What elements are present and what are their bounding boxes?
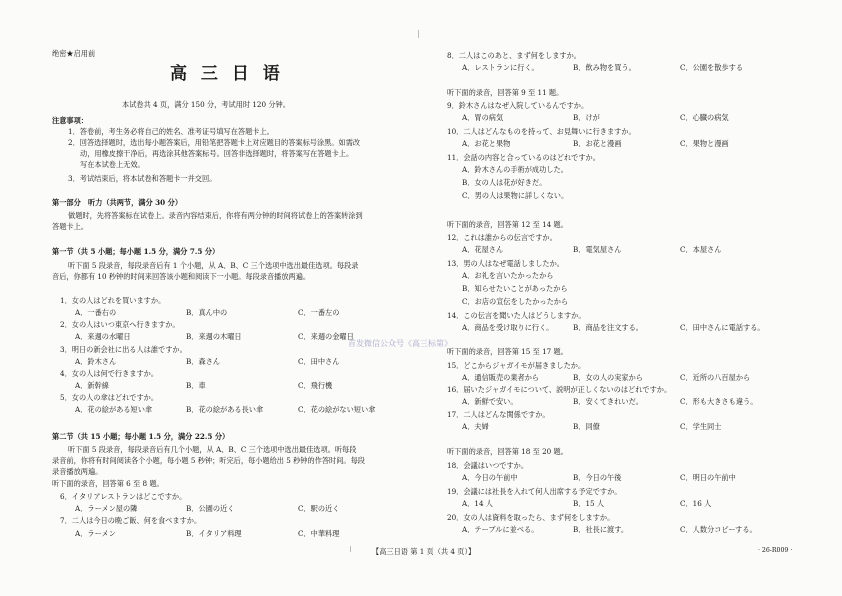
- option-b: B．森さん: [186, 357, 221, 366]
- option-a: A．新鮮で安い。: [462, 397, 518, 406]
- question-text: 18．会議はいつですか。: [447, 461, 529, 470]
- exam-code: · 26-R009 ·: [758, 547, 793, 554]
- option-c: C．男の人は果物に詳しくない。: [462, 191, 569, 200]
- option-a: A．鈴木さん: [75, 357, 117, 366]
- question-text: 9．鈴木さんはなぜ入院しているんですか。: [447, 101, 589, 110]
- page-footer: 【高三日语 第 1 页（共 4 页）】: [372, 547, 476, 556]
- part1-heading: 第一部分 听力（共两节，满分 30 分）: [52, 198, 183, 207]
- group-instruction: 听下面的录音，回答第 15 至 17 题。: [447, 347, 568, 356]
- option-b: B．女の人の実家から: [573, 373, 643, 382]
- option-a: A．ラーメン: [75, 529, 116, 538]
- option-c: C．16 人: [680, 499, 712, 508]
- exam-info: 本试卷共 4 页，满分 150 分，考试用时 120 分钟。: [122, 100, 290, 109]
- option-c: C．学生同士: [680, 422, 722, 431]
- watermark-text: 首发微信公众号《高三标第》: [348, 339, 452, 348]
- option-c: C．人数分コピーする。: [680, 525, 757, 534]
- option-c: C．中華料理: [298, 529, 340, 538]
- option-c: C．一番左の: [298, 308, 340, 317]
- question-text: 5．女の人の傘はどれですか。: [60, 393, 159, 402]
- question-text: 8．二人はこのあと、まず何をしますか。: [447, 51, 581, 60]
- group-instruction: 听下面的录音，回答第 6 至 8 题。: [52, 479, 164, 488]
- scan-mark: [418, 30, 419, 38]
- part1-desc: 做题时，先将答案标在试卷上。录音内容结束后，你将有两分钟的时间将试卷上的答案转涂到: [68, 211, 363, 220]
- option-a: A．お礼を言いたかったから: [462, 271, 554, 280]
- option-a: A．お花と果物: [462, 139, 511, 148]
- option-c: C．駅の近く: [298, 504, 340, 513]
- option-b: B．女の人は花が好きだ。: [462, 178, 547, 187]
- question-text: 10．二人はどんなものを持って、お見舞いに行きますか。: [447, 127, 636, 136]
- section2-desc: 录音播放两遍。: [52, 467, 103, 476]
- option-a: A．夫婦: [462, 422, 489, 431]
- question-text: 13．男の人はなぜ電話しましたか。: [447, 259, 564, 268]
- section2-desc: 听下面 5 段录音，每段录音后有几个小题，从 A、B、C 三个选项中选出最佳选项。听每段: [68, 445, 357, 454]
- option-a: A．テーブルに並べる。: [462, 525, 539, 534]
- option-a: A．花屋さん: [462, 245, 504, 254]
- question-text: 14．この伝言を聞いた人はどうしますか。: [447, 311, 586, 320]
- option-c: C．公園を散歩する: [680, 63, 744, 72]
- option-a: A．新幹線: [75, 381, 109, 390]
- option-b: B．知らせたいことがあったから: [462, 284, 568, 293]
- note-line: 1．答卷前，考生务必将自己的姓名、准考证号填写在答题卡上。: [68, 127, 274, 136]
- option-a: A．今日の午前中: [462, 473, 518, 482]
- question-text: 1．女の人はどれを買いますか。: [60, 296, 166, 305]
- option-b: B．公園の近く: [186, 504, 235, 513]
- question-text: 20．女の人は資料を取ったら、まず何をしますか。: [447, 513, 615, 522]
- option-a: A．通信販売の業者から: [462, 373, 540, 382]
- group-instruction: 听下面的录音，回答第 12 至 14 题。: [447, 220, 568, 229]
- question-text: 2．女の人はいつ東京へ行きますか。: [60, 320, 180, 329]
- group-instruction: 听下面的录音，回答第 9 至 11 题。: [447, 88, 564, 97]
- note-line: 写在本试卷上无效。: [80, 160, 145, 169]
- section2-heading: 第二节（共 15 小题；每小题 1.5 分，满分 22.5 分）: [52, 432, 230, 441]
- option-c: C．飛行機: [298, 381, 333, 390]
- question-text: 4．女の人は何で行きますか。: [60, 369, 159, 378]
- part1-desc: 答题卡上。: [52, 222, 88, 231]
- section1-desc: 音后，你都有 10 秒钟的时间来回答该小题和阅读下一小题。每段录音播放两遍。: [52, 272, 311, 281]
- question-text: 7．二人は今日の晩ご飯、何を食べますか。: [60, 516, 202, 525]
- question-text: 11．会話の内容と合っているのはどれですか。: [447, 153, 600, 162]
- option-c: C．田中さん: [298, 357, 340, 366]
- option-c: C．形も大きさも違う。: [680, 397, 758, 406]
- question-text: 16．届いたジャガイモについて、説明が正しくないのはどれですか。: [447, 385, 672, 394]
- note-line: 动，用橡皮擦干净后，再选涂其他答案标号。回答非选择题时，将答案写在答题卡上。: [80, 149, 354, 158]
- option-b: B．社長に渡す。: [573, 525, 629, 534]
- option-a: A．来週の水曜日: [75, 332, 131, 341]
- option-c: C．お店の宣伝をしたかったから: [462, 297, 569, 306]
- note-line: 2．回答选择题时，选出每小题答案后，用铅笔把答题卡上对应题目的答案标号涂黑。如需改: [68, 138, 361, 147]
- option-c: C．果物と漫画: [680, 139, 729, 148]
- option-a: A．胃の病気: [462, 113, 504, 122]
- question-text: 6．イタリアレストランはどこですか。: [60, 492, 187, 501]
- question-text: 19．会議には社長を入れて何人出席する予定ですか。: [447, 487, 622, 496]
- option-a: A．ラーメン屋の隣: [75, 504, 138, 513]
- option-b: B．お花と漫画: [573, 139, 622, 148]
- question-text: 12．これは誰からの伝言ですか。: [447, 233, 557, 242]
- section1-desc: 听下面 5 段录音，每段录音后有 1 个小题，从 A、B、C 三个选项中选出最佳选项。每段录: [68, 261, 359, 270]
- option-b: B．来週の木曜日: [186, 332, 242, 341]
- option-a: A．鈴木さんの手術が成功した。: [462, 165, 568, 174]
- option-b: B．同僚: [573, 422, 600, 431]
- question-text: 15．どこからジャガイモが届きましたか。: [447, 361, 586, 370]
- note-line: 3．考试结束后，将本试卷和答题卡一并交回。: [68, 174, 217, 183]
- option-c: C．本屋さん: [680, 245, 722, 254]
- option-a: A．一番右の: [75, 308, 117, 317]
- notes-heading: 注意事项：: [52, 116, 88, 125]
- option-a: A．商品を受け取りに行く。: [462, 323, 554, 332]
- option-b: B．飲み物を買う。: [573, 63, 636, 72]
- option-b: B．電気屋さん: [573, 245, 622, 254]
- option-c: C．花の絵がない短い傘: [298, 405, 376, 414]
- scan-mark: [350, 546, 351, 552]
- group-instruction: 听下面的录音，回答第 18 至 20 题。: [447, 447, 568, 456]
- option-b: B．15 人: [573, 499, 605, 508]
- option-b: B．花の絵がある長い傘: [186, 405, 264, 414]
- exam-title: 高 三 日 语: [170, 64, 284, 84]
- confidential-label: 绝密★启用前: [52, 49, 96, 58]
- option-c: C．来週の金曜日: [298, 332, 354, 341]
- option-c: C．田中さんに電話する。: [680, 323, 765, 332]
- option-b: B．安くてきれいだ。: [573, 397, 643, 406]
- option-a: A．レストランに行く。: [462, 63, 539, 72]
- option-b: B．けが: [573, 113, 600, 122]
- option-b: B．商品を注文する。: [573, 323, 643, 332]
- option-b: B．イタリア料理: [186, 529, 242, 538]
- question-text: 3．明日の新会社に出る人は誰ですか。: [60, 345, 187, 354]
- option-c: C．近所の八百屋から: [680, 373, 751, 382]
- section1-heading: 第一节（共 5 小题；每小题 1.5 分，满分 7.5 分）: [52, 247, 220, 256]
- option-b: B．今日の午後: [573, 473, 622, 482]
- option-a: A．花の絵がある短い傘: [75, 405, 153, 414]
- option-b: B．真ん中の: [186, 308, 228, 317]
- option-c: C．明日の午前中: [680, 473, 736, 482]
- question-text: 17．二人はどんな関係ですか。: [447, 410, 550, 419]
- section2-desc: 录音前，你将有时间阅读各个小题，每小题 5 秒钟；听完后，每小题给出 5 秒钟的作答时间。每段: [52, 456, 365, 465]
- option-b: B．車: [186, 381, 206, 390]
- option-a: A．14 人: [462, 499, 493, 508]
- option-c: C．心臓の病気: [680, 113, 729, 122]
